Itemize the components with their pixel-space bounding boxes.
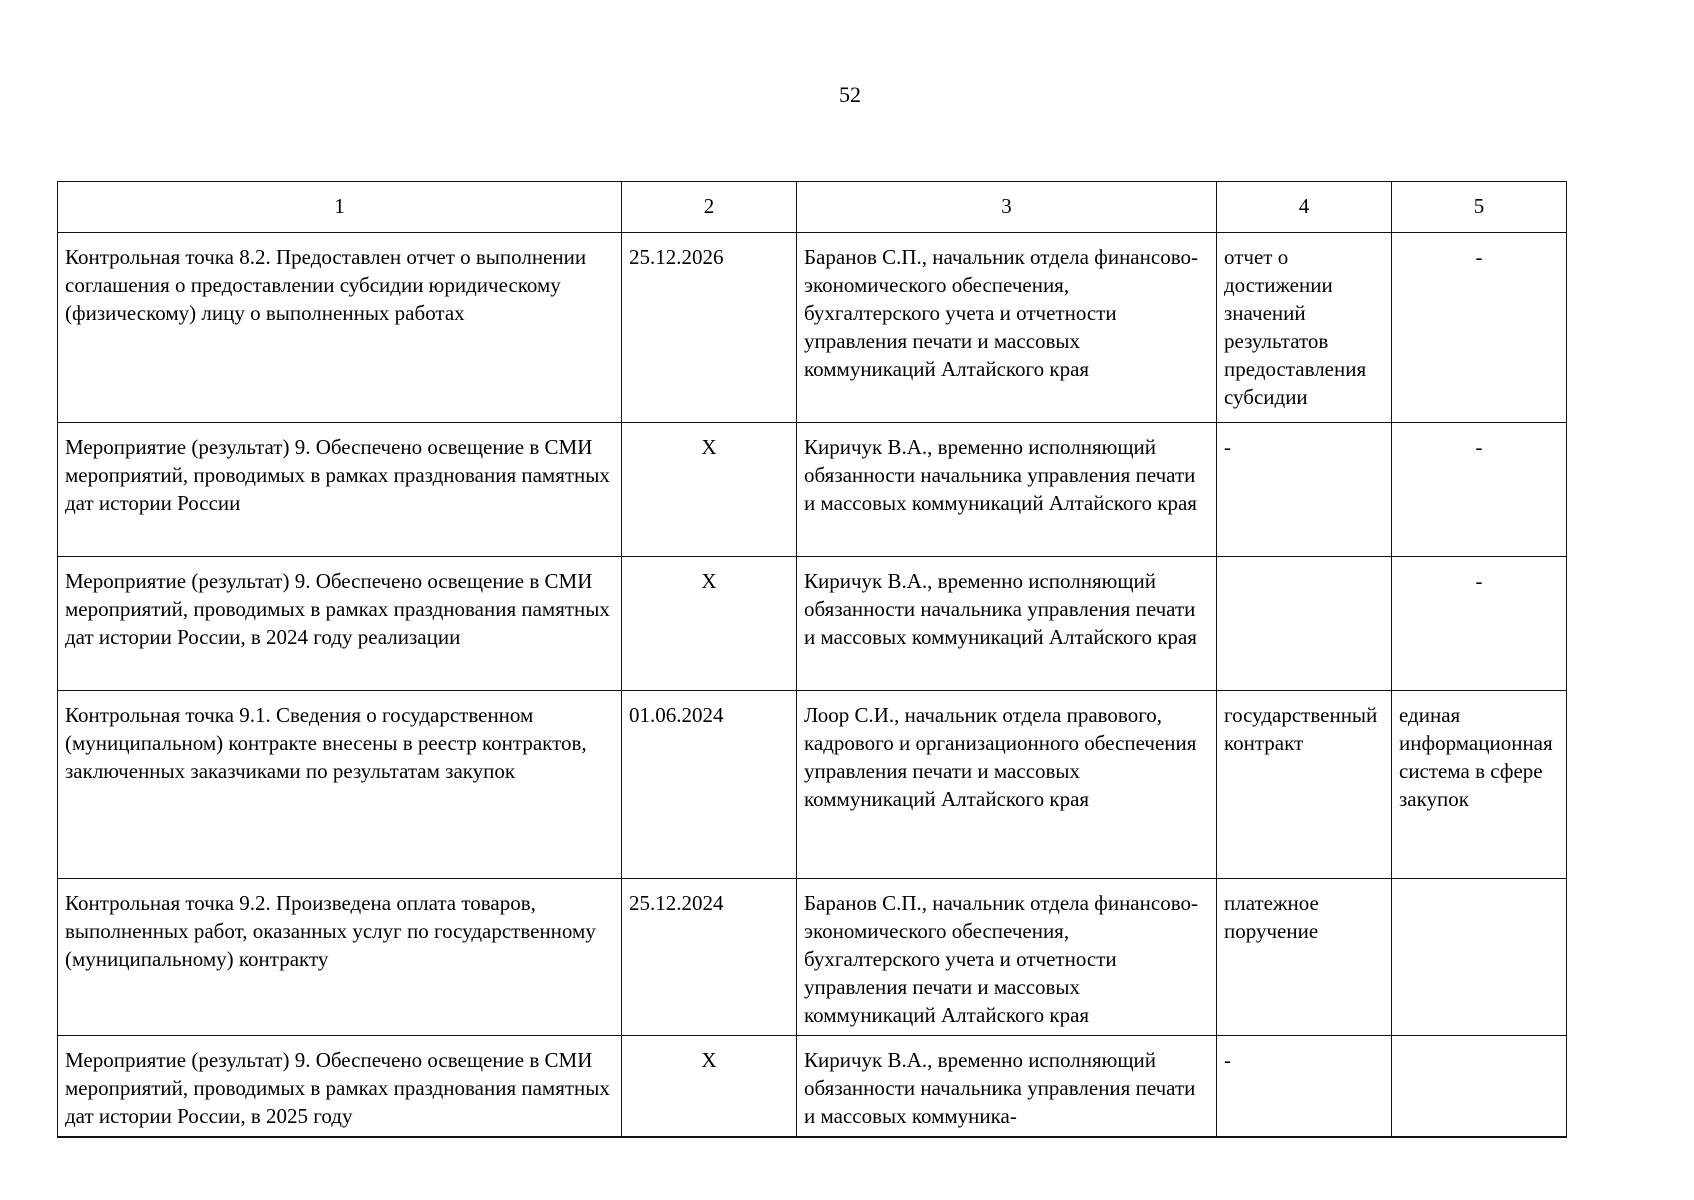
deadline-cell: 25.12.2024 [622, 879, 797, 1036]
event-description-cell: Контрольная точка 8.2. Предоставлен отчет о выполнении соглашения о предоставлении субсидии юридическому (физическому) лицу о выполненных работах [58, 233, 622, 423]
page-number: 52 [839, 82, 861, 107]
table-row [58, 1036, 1567, 1138]
column-header: 4 [1217, 182, 1392, 233]
document-type-cell: платежное поручение [1217, 879, 1392, 1036]
column-header: 3 [797, 182, 1217, 233]
table-row [58, 557, 1567, 691]
column-header: 2 [622, 182, 797, 233]
document-type-cell: - [1217, 423, 1392, 557]
deadline-cell: X [622, 423, 797, 557]
event-description-cell: Мероприятие (результат) 9. Обеспечено освещение в СМИ мероприятий, проводимых в рамках празднования памятных дат истории России [58, 423, 622, 557]
responsible-person-cell: Киричук В.А., временно исполняющий обязанности начальника управления печати и массовых коммуникаций Алтайского края [797, 423, 1217, 557]
table-header-row [58, 182, 1567, 233]
table-row [58, 233, 1567, 423]
responsible-person-cell: Баранов С.П., начальник отдела финансово-экономического обеспечения, бухгалтерского учета и отчетности управления печати и массовых коммуникаций Алтайского края [797, 879, 1217, 1036]
information-system-cell [1392, 1036, 1567, 1138]
responsible-person-cell: Баранов С.П., начальник отдела финансово-экономического обеспечения, бухгалтерского учета и отчетности управления печати и массовых коммуникаций Алтайского края [797, 233, 1217, 423]
information-system-cell: - [1392, 557, 1567, 691]
responsible-person-cell: Лоор С.И., начальник отдела правового, кадрового и организационного обеспечения управления печати и массовых коммуникаций Алтайского края [797, 691, 1217, 879]
document-type-cell: государственный контракт [1217, 691, 1392, 879]
responsible-person-cell: Киричук В.А., временно исполняющий обязанности начальника управления печати и массовых коммуника- [797, 1036, 1217, 1138]
table-row [58, 879, 1567, 1036]
table-row [58, 691, 1567, 879]
deadline-cell: 01.06.2024 [622, 691, 797, 879]
information-system-cell: единая информационная система в сфере закупок [1392, 691, 1567, 879]
table-row [58, 423, 1567, 557]
responsible-person-cell: Киричук В.А., временно исполняющий обязанности начальника управления печати и массовых коммуникаций Алтайского края [797, 557, 1217, 691]
event-description-cell: Контрольная точка 9.1. Сведения о государственном (муниципальном) контракте внесены в реестр контрактов, заключенных заказчиками по результатам закупок [58, 691, 622, 879]
deadline-cell: X [622, 1036, 797, 1138]
column-header: 5 [1392, 182, 1567, 233]
event-description-cell: Мероприятие (результат) 9. Обеспечено освещение в СМИ мероприятий, проводимых в рамках празднования памятных дат истории России, в 2025 году [58, 1036, 622, 1138]
information-system-cell: - [1392, 233, 1567, 423]
event-description-cell: Контрольная точка 9.2. Произведена оплата товаров, выполненных работ, оказанных услуг по государственному (муниципальному) контракту [58, 879, 622, 1036]
event-description-cell: Мероприятие (результат) 9. Обеспечено освещение в СМИ мероприятий, проводимых в рамках празднования памятных дат истории России, в 2024 году реализации [58, 557, 622, 691]
information-system-cell: - [1392, 423, 1567, 557]
document-type-cell: - [1217, 1036, 1392, 1138]
document-type-cell: отчет о достижении значений результатов предоставления субсидии [1217, 233, 1392, 423]
information-system-cell [1392, 879, 1567, 1036]
schedule-table [57, 181, 1567, 1138]
deadline-cell: X [622, 557, 797, 691]
document-type-cell [1217, 557, 1392, 691]
deadline-cell: 25.12.2026 [622, 233, 797, 423]
column-header: 1 [58, 182, 622, 233]
